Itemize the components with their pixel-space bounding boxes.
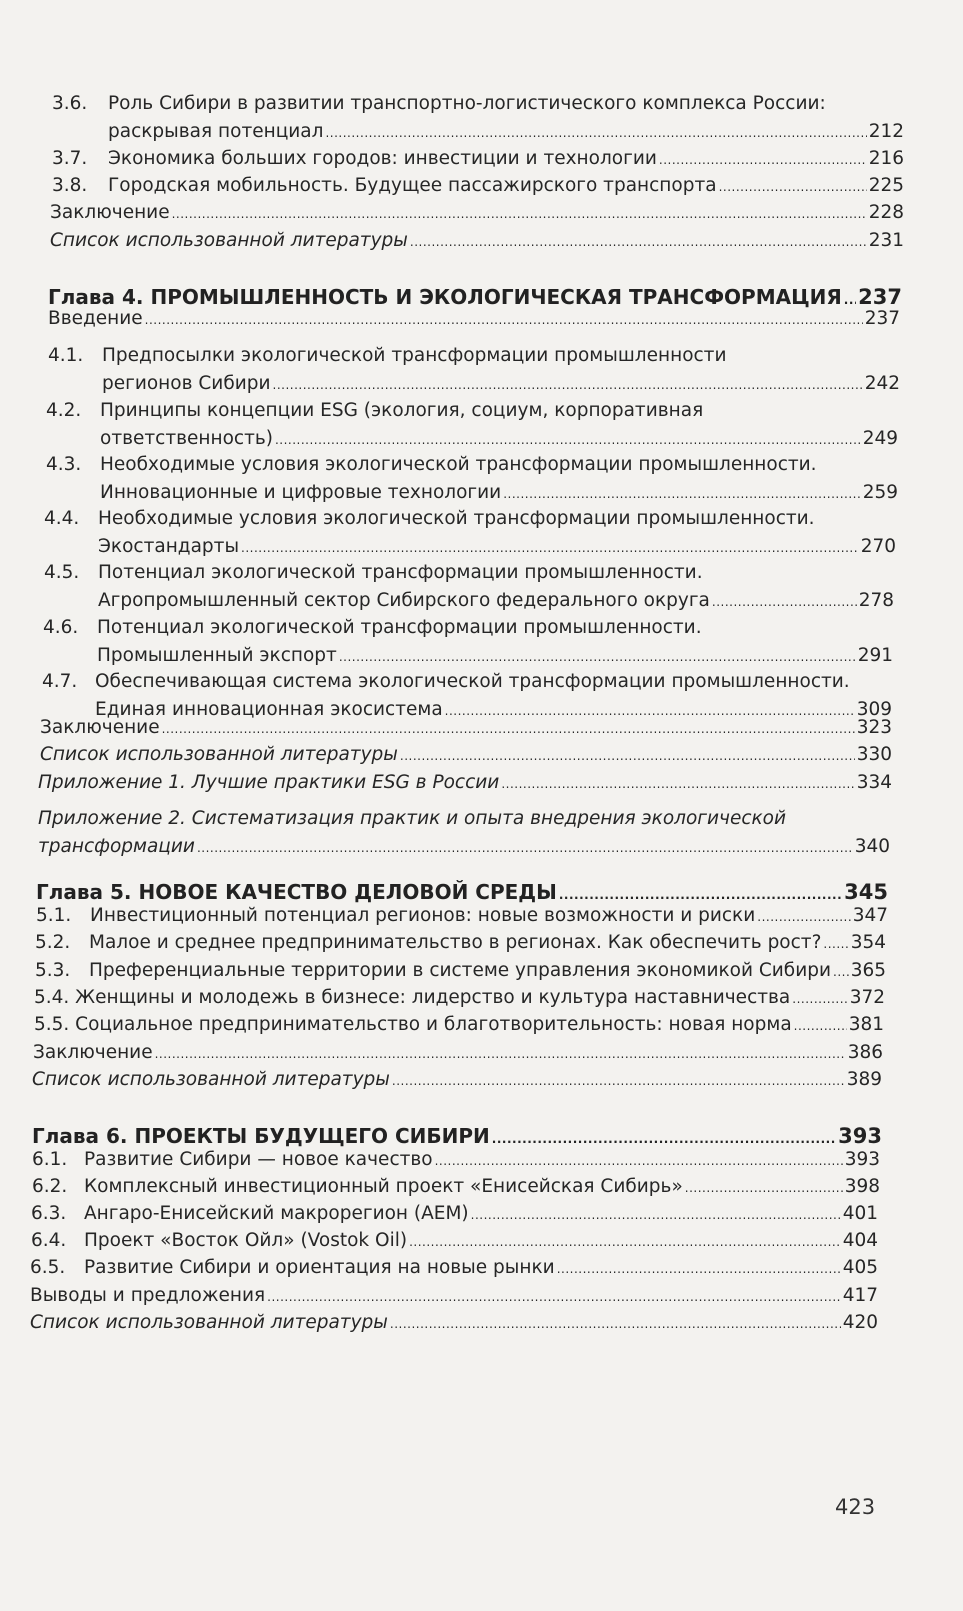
dot-leader xyxy=(273,371,863,399)
section-number: 4.1. xyxy=(48,345,84,366)
section-number: 3.8. xyxy=(52,175,88,196)
section-number: 3.6. xyxy=(52,93,88,114)
entry-page-number: 291 xyxy=(857,645,893,666)
toc-entry xyxy=(38,805,890,862)
entry-title: Промышленный экспорт xyxy=(97,645,337,666)
entry-page-number: 354 xyxy=(850,932,886,953)
entry-title: Необходимые условия экологической трансформации промышленности. xyxy=(100,454,817,475)
dot-leader xyxy=(339,643,856,671)
section-number: 5.1. xyxy=(36,905,72,926)
section-number: 4.5. xyxy=(44,562,80,583)
entry-page-number: 417 xyxy=(842,1285,878,1306)
toc-entry xyxy=(34,984,885,1013)
entry-title: Потенциал экологической трансформации промышленности. xyxy=(97,617,702,638)
toc-entry xyxy=(48,342,900,399)
entry-page-number: 398 xyxy=(844,1176,880,1197)
toc-entry xyxy=(40,741,892,770)
entry-title: Комплексный инвестиционный проект «Енисейская Сибирь» xyxy=(84,1176,683,1197)
toc-entry xyxy=(40,714,892,743)
entry-page-number: 216 xyxy=(868,148,904,169)
dot-leader xyxy=(155,1040,846,1068)
entry-page-number: 278 xyxy=(858,590,894,611)
entry-title: Список использованной литературы xyxy=(50,230,408,251)
dot-leader xyxy=(685,1174,843,1202)
section-number: 6.5. xyxy=(30,1257,66,1278)
dot-leader xyxy=(267,1283,841,1311)
page-number: 423 xyxy=(835,1495,876,1519)
toc-entry xyxy=(52,145,904,174)
dot-leader xyxy=(162,715,855,743)
section-number: 6.2. xyxy=(32,1176,68,1197)
entry-title: Выводы и предложения xyxy=(30,1285,266,1306)
entry-page-number: 381 xyxy=(848,1014,884,1035)
section-number: 5.2. xyxy=(35,932,71,953)
toc-entry xyxy=(30,1309,878,1338)
toc-entry xyxy=(32,1066,882,1095)
toc-entry xyxy=(32,1173,880,1202)
entry-page-number: 401 xyxy=(842,1203,878,1224)
section-number: 4.3. xyxy=(46,454,82,475)
dot-leader xyxy=(823,930,848,958)
toc-entry xyxy=(52,90,904,147)
section-number: 3.7. xyxy=(52,148,88,169)
chapter-page-number: 345 xyxy=(844,880,888,904)
toc-entry xyxy=(44,559,894,616)
entry-title: Список использованной литературы xyxy=(32,1069,390,1090)
entry-title: Развитие Сибири и ориентация на новые рынки xyxy=(84,1257,555,1278)
section-number: 5.3. xyxy=(35,960,71,981)
entry-title: Малое и среднее предпринимательство в регионах. Как обеспечить рост? xyxy=(89,932,822,953)
dot-leader xyxy=(241,534,859,562)
toc-entry xyxy=(34,1011,884,1040)
dot-leader xyxy=(794,1012,847,1040)
entry-page-number: 212 xyxy=(868,121,904,142)
entry-title: Роль Сибири в развитии транспортно-логистического комплекса России: xyxy=(108,93,826,114)
entry-title: ответственность) xyxy=(100,428,273,449)
entry-title: Преференциальные территории в системе управления экономикой Сибири xyxy=(89,960,831,981)
entry-page-number: 309 xyxy=(856,699,892,720)
entry-title: Инвестиционный потенциал регионов: новые возможности и риски xyxy=(90,905,756,926)
entry-page-number: 323 xyxy=(856,717,892,738)
toc-entry xyxy=(52,172,904,201)
entry-page-number: 231 xyxy=(868,230,904,251)
section-number: 4.2. xyxy=(46,400,82,421)
entry-title: Введение xyxy=(48,308,143,329)
entry-page-number: 334 xyxy=(856,772,892,793)
entry-page-number: 372 xyxy=(849,987,885,1008)
entry-title: Инновационные и цифровые технологии xyxy=(100,482,502,503)
entry-title: 5.4. Женщины и молодежь в бизнесе: лидерство и культура наставничества xyxy=(34,987,791,1008)
section-number: 6.3. xyxy=(31,1203,67,1224)
dot-leader xyxy=(275,426,861,454)
dot-leader xyxy=(757,903,850,931)
entry-page-number: 242 xyxy=(864,373,900,394)
entry-page-number: 270 xyxy=(860,536,896,557)
toc-entry xyxy=(30,1254,878,1283)
dot-leader xyxy=(503,480,861,508)
entry-page-number: 340 xyxy=(854,836,890,857)
dot-leader xyxy=(557,1255,841,1283)
toc-entry xyxy=(50,227,904,256)
dot-leader xyxy=(410,228,867,256)
toc-entry xyxy=(46,397,898,454)
entry-title: Обеспечивающая система экологической трансформации промышленности. xyxy=(95,671,850,692)
entry-page-number: 393 xyxy=(844,1149,880,1170)
entry-title: Заключение xyxy=(40,717,160,738)
section-number: 4.7. xyxy=(42,671,78,692)
toc-entry xyxy=(44,505,896,562)
chapter-page-number: 237 xyxy=(858,285,902,309)
entry-page-number: 420 xyxy=(842,1312,878,1333)
entry-title: Приложение 2. Систематизация практик и опыта внедрения экологической xyxy=(38,808,787,829)
dot-leader xyxy=(172,200,867,228)
section-number: 4.4. xyxy=(44,508,80,529)
entry-title: Потенциал экологической трансформации промышленности. xyxy=(98,562,703,583)
chapter-page-number: 393 xyxy=(838,1124,882,1148)
entry-title: Список использованной литературы xyxy=(30,1312,388,1333)
toc-entry xyxy=(38,769,892,798)
entry-title: Экостандарты xyxy=(98,536,240,557)
section-number: 4.6. xyxy=(43,617,79,638)
toc-entry xyxy=(32,1146,880,1175)
entry-title: Агропромышленный сектор Сибирского федерального округа xyxy=(98,590,710,611)
chapter-title: Глава 6. ПРОЕКТЫ БУДУЩЕГО СИБИРИ xyxy=(32,1124,490,1148)
toc-entry xyxy=(35,929,886,958)
toc-entry xyxy=(35,957,886,986)
dot-leader xyxy=(712,588,857,616)
dot-leader xyxy=(435,1147,843,1175)
dot-leader xyxy=(501,770,854,798)
entry-title: Развитие Сибири — новое качество xyxy=(84,1149,433,1170)
toc-entry xyxy=(30,1282,878,1311)
entry-page-number: 347 xyxy=(852,905,888,926)
entry-title: регионов Сибири xyxy=(102,373,271,394)
entry-title: Заключение xyxy=(33,1042,153,1063)
entry-title: Необходимые условия экологической трансформации промышленности. xyxy=(98,508,815,529)
entry-page-number: 389 xyxy=(846,1069,882,1090)
entry-page-number: 386 xyxy=(847,1042,883,1063)
entry-title: Ангаро-Енисейский макрорегион (АЕМ) xyxy=(84,1203,469,1224)
chapter-title: Глава 4. ПРОМЫШЛЕННОСТЬ И ЭКОЛОГИЧЕСКАЯ ТРАНСФОРМАЦИЯ xyxy=(48,285,842,309)
entry-title: Экономика больших городов: инвестиции и технологии xyxy=(108,148,657,169)
toc-entry xyxy=(33,1039,883,1068)
dot-leader xyxy=(792,985,847,1013)
dot-leader xyxy=(400,742,855,770)
toc-entry xyxy=(50,199,904,228)
entry-title: Приложение 1. Лучшие практики ESG в России xyxy=(38,772,500,793)
toc-entry xyxy=(46,451,898,508)
entry-page-number: 365 xyxy=(850,960,886,981)
entry-page-number: 259 xyxy=(862,482,898,503)
section-number: 6.1. xyxy=(32,1149,68,1170)
toc-entry xyxy=(31,1200,878,1229)
entry-title: Единая инновационная экосистема xyxy=(95,699,443,720)
entry-title: Принципы концепции ESG (экология, социум, корпоративная xyxy=(100,400,704,421)
dot-leader xyxy=(471,1201,841,1229)
entry-title: Список использованной литературы xyxy=(40,744,398,765)
dot-leader xyxy=(409,1228,841,1256)
toc-entry xyxy=(36,902,888,931)
section-number: 6.4. xyxy=(31,1230,67,1251)
toc-entry xyxy=(31,1227,878,1256)
dot-leader xyxy=(197,834,853,862)
dot-leader xyxy=(145,306,863,334)
dot-leader xyxy=(390,1310,841,1338)
entry-title: Предпосылки экологической трансформации промышленности xyxy=(102,345,727,366)
dot-leader xyxy=(833,958,849,986)
entry-page-number: 249 xyxy=(862,428,898,449)
entry-page-number: 330 xyxy=(856,744,892,765)
entry-title: Городская мобильность. Будущее пассажирского транспорта xyxy=(108,175,717,196)
dot-leader xyxy=(719,173,867,201)
entry-page-number: 404 xyxy=(842,1230,878,1251)
entry-title: 5.5. Социальное предпринимательство и благотворительность: новая норма xyxy=(34,1014,792,1035)
entry-page-number: 237 xyxy=(864,308,900,329)
entry-page-number: 405 xyxy=(842,1257,878,1278)
entry-title: раскрывая потенциал xyxy=(108,121,324,142)
dot-leader xyxy=(392,1067,845,1095)
entry-title: трансформации xyxy=(38,836,195,857)
dot-leader xyxy=(325,119,866,147)
entry-title: Проект «Восток Ойл» (Vostok Oil) xyxy=(84,1230,408,1251)
dot-leader xyxy=(659,146,867,174)
entry-title: Заключение xyxy=(50,202,170,223)
entry-page-number: 228 xyxy=(868,202,904,223)
toc-entry xyxy=(43,614,893,671)
entry-page-number: 225 xyxy=(868,175,904,196)
chapter-title: Глава 5. НОВОЕ КАЧЕСТВО ДЕЛОВОЙ СРЕДЫ xyxy=(36,880,557,904)
toc-entry xyxy=(48,305,900,334)
